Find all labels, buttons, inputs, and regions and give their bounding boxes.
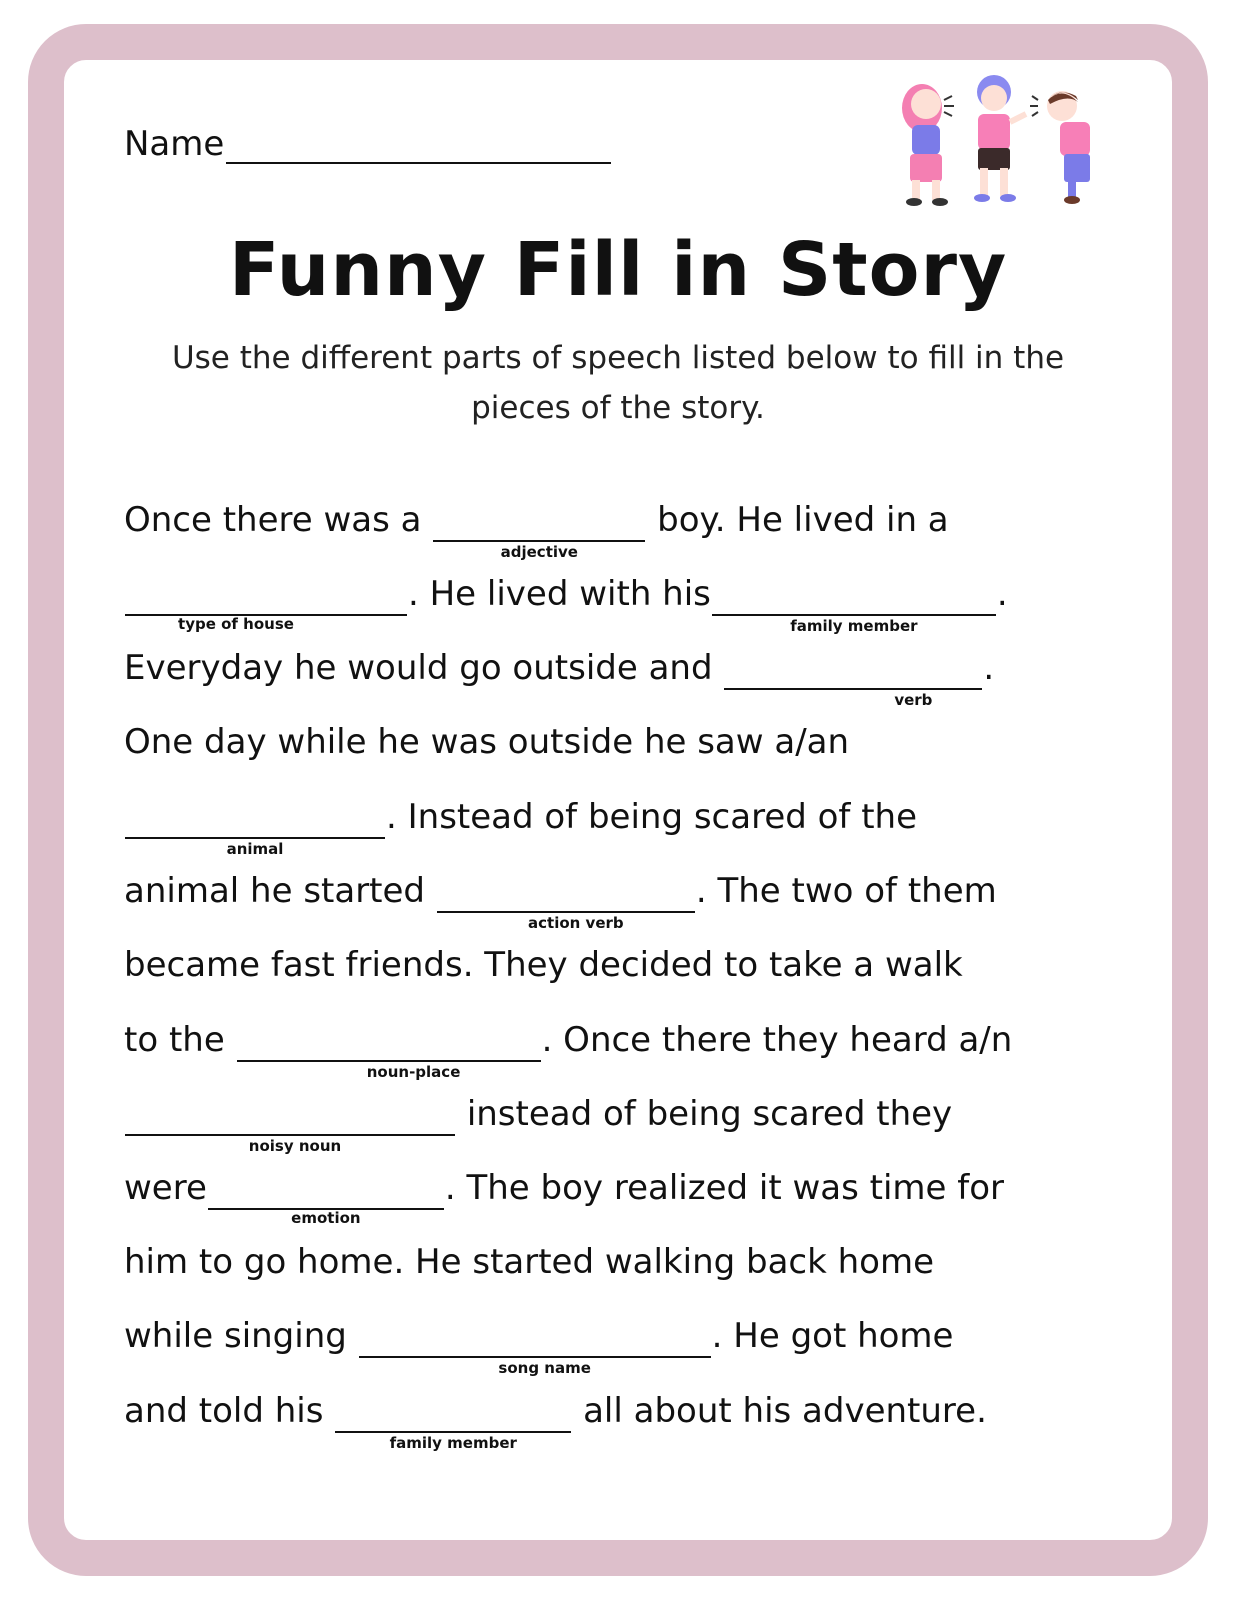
story-text: .: [996, 574, 1008, 614]
story-line: [124, 943, 963, 987]
story-text: . Instead of being scared of the: [386, 797, 918, 837]
story-text: were: [124, 1168, 207, 1208]
kid-2: [974, 75, 1026, 202]
blank-noisy-noun[interactable]: [125, 1098, 455, 1155]
blank-hint: action verb: [528, 914, 624, 932]
story-text: . He lived with his: [408, 574, 711, 614]
story-text: him to go home. He started walking back home: [124, 1242, 935, 1282]
page-title: Funny Fill in Story: [228, 227, 1008, 313]
story-text: One day while he was outside he saw a/an: [124, 722, 850, 762]
blank-song-name[interactable]: [359, 1320, 711, 1377]
blank-adjective[interactable]: [433, 504, 645, 561]
story-text: and told his: [124, 1391, 324, 1431]
story-text: animal he started: [124, 871, 426, 911]
story-line: [124, 1314, 954, 1377]
story-text: instead of being scared they: [466, 1094, 953, 1134]
blank-noun-place[interactable]: [237, 1024, 541, 1081]
story-text: boy. He lived in a: [657, 500, 949, 540]
story-line: [124, 572, 1008, 635]
blank-verb[interactable]: [724, 652, 982, 709]
story-line: [124, 646, 995, 709]
story-text: to the: [124, 1020, 225, 1060]
blank-hint: family member: [389, 1434, 517, 1452]
blank-emotion[interactable]: [208, 1172, 444, 1227]
story-line: [124, 498, 949, 561]
blank-hint: emotion: [291, 1209, 361, 1227]
blank-hint: noun-place: [366, 1063, 461, 1081]
story-line: [124, 720, 849, 764]
name-input-line[interactable]: [226, 128, 611, 164]
kid-3: [1030, 91, 1090, 204]
story-line: [124, 795, 918, 858]
story-text: .: [983, 648, 995, 688]
blank-action-verb[interactable]: [437, 875, 695, 932]
story-text: all about his adventure.: [583, 1391, 987, 1431]
name-label: Name: [124, 124, 225, 164]
blank-animal[interactable]: [125, 801, 385, 858]
blank-family-member[interactable]: [712, 578, 996, 635]
blank-hint: verb: [894, 691, 933, 709]
blank-type-of-house[interactable]: [125, 578, 407, 633]
instructions: Use the different parts of speech listed below to fill in the pieces of the story.: [171, 340, 1065, 426]
blank-hint: song name: [498, 1359, 591, 1377]
story-text: Once there was a: [124, 500, 422, 540]
story-text: . He got home: [711, 1316, 954, 1356]
blank-hint: family member: [790, 617, 918, 635]
story-line: [124, 1018, 1013, 1081]
story-text: . The boy realized it was time for: [444, 1168, 1004, 1208]
name-row: [124, 124, 611, 164]
story-text: Everyday he would go outside and: [124, 648, 713, 688]
story-text: became fast friends. They decided to take a walk: [124, 945, 963, 985]
blank-hint: noisy noun: [248, 1137, 342, 1155]
blank-family-member-2[interactable]: [335, 1395, 571, 1452]
story-text: . The two of them: [695, 871, 997, 911]
story-line: [124, 869, 997, 932]
story-line: [124, 1389, 987, 1452]
story-line: [124, 1092, 953, 1155]
story-line: [124, 1240, 934, 1284]
story-text: while singing: [124, 1316, 347, 1356]
blank-hint: adjective: [500, 543, 578, 561]
three-laughing-kids-illustration: [892, 70, 1122, 215]
blank-hint: type of house: [178, 615, 294, 633]
kid-1: [902, 84, 954, 206]
story-line: [124, 1166, 1004, 1227]
blank-hint: animal: [226, 840, 284, 858]
story-text: . Once there they heard a/n: [541, 1020, 1013, 1060]
